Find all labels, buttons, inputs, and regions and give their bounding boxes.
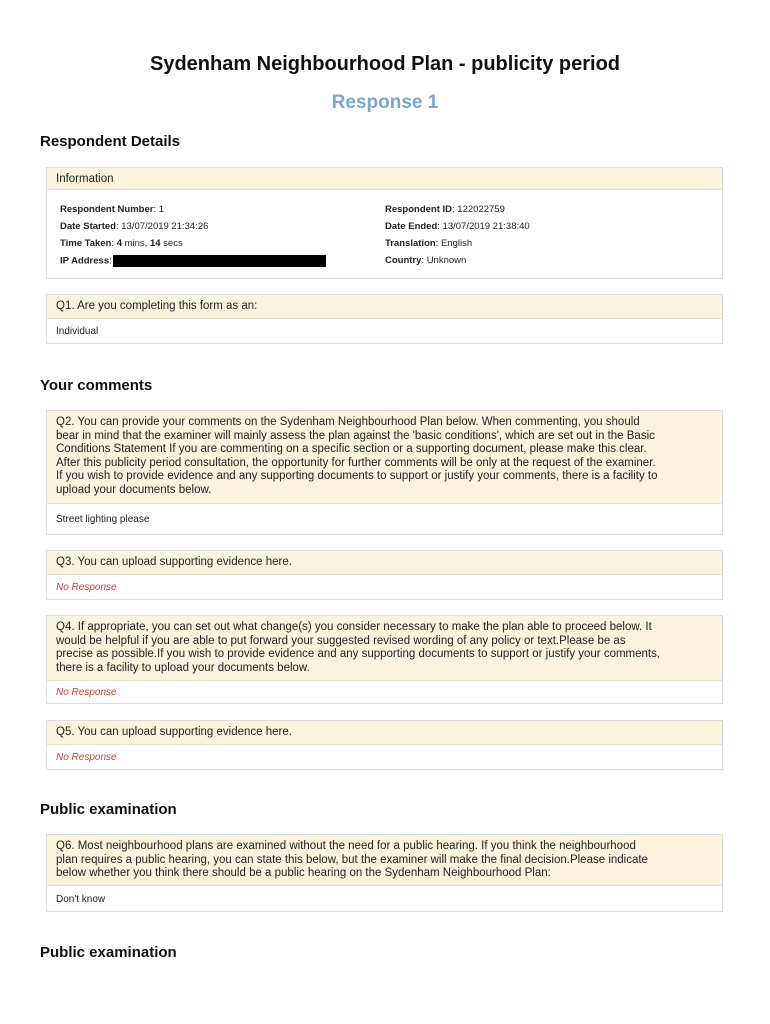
- question-q5-answer: No Response: [56, 752, 117, 763]
- date-started: [60, 221, 208, 232]
- question-q2-line: Conditions Statement If you are commenting on a specific section or a supporting document, please make this clear.: [56, 443, 647, 455]
- information-header: Information: [47, 168, 722, 190]
- time-taken-end: secs: [160, 238, 183, 249]
- question-q3: [46, 550, 723, 600]
- question-q2-text: [47, 411, 722, 504]
- question-q4-line: precise as possible.If you wish to provide evidence and any supporting documents to support or justify your comments,: [56, 648, 661, 660]
- question-q6-answer: Don't know: [56, 893, 106, 905]
- information-panel: [46, 167, 723, 279]
- country-value: : Unknown: [421, 255, 467, 266]
- ip-address-redaction: [113, 255, 326, 267]
- question-q2-answer: Street lighting please: [56, 514, 150, 525]
- date-ended-label: Date Ended: [385, 221, 438, 232]
- time-taken-mid: mins,: [121, 238, 150, 249]
- question-q3-answer: No Response: [56, 582, 117, 593]
- question-q1-text: Q1. Are you completing this form as an:: [47, 295, 722, 319]
- respondent-id: [385, 204, 505, 215]
- date-ended: [385, 221, 530, 232]
- respondent-number: [60, 204, 164, 215]
- response-title: Response 1: [331, 92, 439, 113]
- ip-address-label: IP Address: [60, 255, 110, 267]
- page-title: Sydenham Neighbourhood Plan - publicity period: [149, 53, 621, 75]
- section-heading-respondent-details: Respondent Details: [40, 133, 181, 150]
- section-heading-public-examination-2: Public examination: [40, 944, 177, 961]
- time-taken-secs: 14: [149, 238, 161, 249]
- respondent-number-label: Respondent Number: [60, 204, 154, 215]
- translation-label: Translation: [385, 238, 436, 249]
- ip-address: [60, 255, 326, 267]
- question-q4: [46, 615, 723, 704]
- translation-value: : English: [435, 238, 473, 249]
- question-q6-line: below whether you think there should be a public hearing on the Sydenham Neighbourhood Plan:: [56, 867, 551, 879]
- question-q6: [46, 834, 723, 912]
- country: [385, 255, 466, 266]
- question-q4-line: Q4. If appropriate, you can set out what change(s) you consider necessary to make the plan able to proceed below. It: [56, 621, 652, 633]
- time-taken-mins: 4: [116, 238, 122, 249]
- question-q4-line: there is a facility to upload your documents below.: [56, 661, 310, 674]
- section-heading-your-comments: Your comments: [40, 377, 153, 394]
- time-taken: [60, 238, 183, 249]
- question-q6-line: plan requires a public hearing, you can state this below, but the examiner will make the final decision.Please indicate: [56, 853, 648, 866]
- question-q1: [46, 294, 723, 344]
- question-q5: [46, 720, 723, 770]
- respondent-number-value: : 1: [153, 204, 164, 215]
- translation: [385, 238, 472, 249]
- question-q2-line: upload your documents below.: [56, 483, 212, 496]
- question-q3-text: Q3. You can upload supporting evidence here.: [47, 551, 722, 575]
- time-taken-sep: :: [111, 238, 117, 249]
- date-ended-value: : 13/07/2019 21:38:40: [437, 221, 530, 232]
- question-q4-line: would be helpful if you are able to put forward your suggested revised wording of any policy or text.Please be as: [56, 634, 626, 647]
- question-q1-answer: Individual: [56, 326, 99, 337]
- date-started-label: Date Started: [60, 221, 116, 232]
- time-taken-label: Time Taken: [60, 238, 112, 249]
- respondent-id-label: Respondent ID: [385, 204, 453, 215]
- ip-address-sep: :: [109, 255, 112, 267]
- question-q2-line: Q2. You can provide your comments on the Sydenham Neighbourhood Plan below. When commenting, you should: [56, 416, 640, 428]
- question-q6-text: [47, 835, 722, 886]
- question-q2: [46, 410, 723, 535]
- section-heading-public-examination: Public examination: [40, 801, 177, 818]
- question-q2-line: bear in mind that the examiner will mainly assess the plan against the 'basic conditions', which are set out in the Basic: [56, 429, 655, 442]
- question-q4-text: [47, 616, 722, 681]
- date-started-value: : 13/07/2019 21:34:26: [115, 221, 209, 232]
- question-q2-line: After this publicity period consultation, the opportunity for further comments will be only at the request of the examiner.: [56, 456, 656, 469]
- question-q6-line: Q6. Most neighbourhood plans are examined without the need for a public hearing. If you think the neighbourhood: [56, 840, 636, 852]
- country-label: Country: [385, 255, 422, 266]
- respondent-id-value: : 122022759: [452, 204, 505, 215]
- question-q2-line: If you wish to provide evidence and any supporting documents to support or justify your comments, there is a facility to: [56, 470, 658, 482]
- question-q4-answer: No Response: [56, 687, 117, 698]
- question-q5-text: Q5. You can upload supporting evidence here.: [47, 721, 722, 745]
